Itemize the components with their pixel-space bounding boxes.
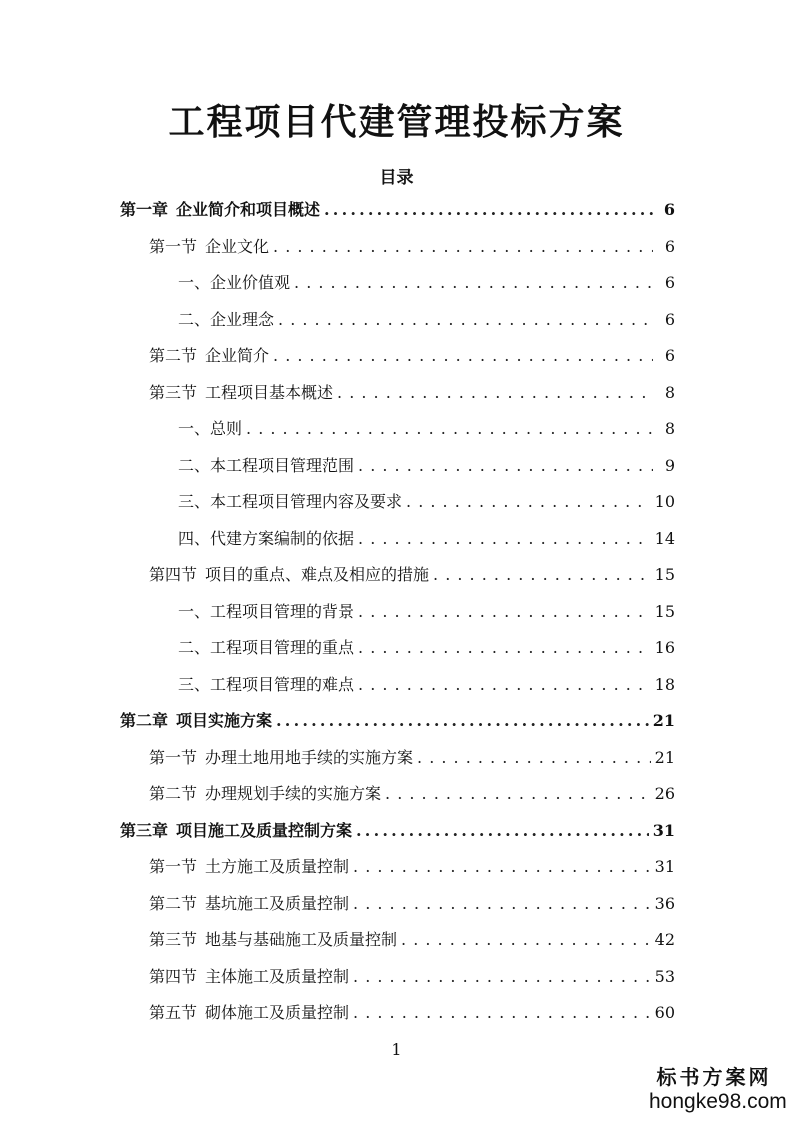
toc-entry-text: 砌体施工及质量控制 [205,1003,350,1022]
toc-entry-page-number: 31 [652,820,675,840]
toc-dot-leader [358,525,651,553]
toc-entry-page-number: 42 [654,930,675,949]
toc-entry-text: 办理规划手续的实施方案 [205,784,382,803]
toc-entry-number: 第二节 [149,346,198,365]
toc-entry-text: 企业文化 [205,236,270,256]
toc-entry-text: 四、代建方案编制的依据 [178,528,355,548]
toc-entry-number: 第一节 [149,747,198,767]
toc-entry-page-number: 36 [654,893,675,913]
toc-entry-page-number: 21 [652,711,675,730]
toc-entry-page-number: 6 [664,236,675,256]
toc-entry-page-number: 53 [654,966,675,986]
page-number: 1 [391,1040,402,1059]
toc-dot-leader [358,452,653,480]
toc-entry-text: 一、企业价值观 [178,273,291,292]
toc-dot-leader [294,269,653,297]
toc-dot-leader [417,744,651,772]
toc-entry-label [149,233,269,261]
toc-entry-text: 土方施工及质量控制 [205,857,350,876]
toc-entry-text: 一、总则 [178,419,243,438]
toc-dot-leader [353,963,651,991]
toc-entry-text: 三、工程项目管理的难点 [178,674,355,694]
toc-entry-text: 项目的重点、难点及相应的措施 [205,565,430,584]
toc-entry-label [149,379,333,407]
watermark-site-url: hongke98.com [649,1090,787,1113]
toc-entry[interactable] [0,890,793,918]
toc-entry-number: 第三章 [120,820,169,840]
toc-entry-page-number: 21 [654,747,675,767]
toc-entry-label [120,817,352,845]
toc-dot-leader [337,379,653,407]
toc-entry-page-number: 6 [663,200,675,219]
toc-entry-label [178,598,354,626]
toc-entry-label [120,196,320,224]
toc-entry[interactable] [0,379,793,407]
toc-entry-text: 一、工程项目管理的背景 [178,601,355,621]
toc-entry-number: 第五节 [149,1003,198,1022]
toc-entry-text: 地基与基础施工及质量控制 [205,930,398,949]
toc-entry-text: 二、企业理念 [178,309,275,329]
toc-entry-text: 项目实施方案 [176,711,273,730]
toc-dot-leader [356,817,649,845]
toc-entry[interactable] [0,196,793,224]
toc-entry[interactable] [0,707,793,735]
toc-entry-number: 第二节 [149,784,198,803]
toc-entry-label [149,342,269,370]
toc-dot-leader [278,306,653,334]
toc-entry-label [149,744,413,772]
toc-entry[interactable] [0,561,793,589]
toc-entry-text: 项目施工及质量控制方案 [176,820,353,840]
toc-entry-number: 第三节 [149,930,198,949]
toc-entry-text: 基坑施工及质量控制 [205,893,350,913]
toc-entry[interactable] [0,963,793,991]
toc-entry[interactable] [0,488,793,516]
toc-entry[interactable] [0,634,793,662]
toc-entry-page-number: 8 [664,382,675,402]
toc-entry-text: 二、本工程项目管理范围 [178,455,355,475]
toc-entry[interactable] [0,926,793,954]
toc-dot-leader [358,598,651,626]
toc-dot-leader [358,671,651,699]
toc-entry-label [120,707,272,735]
toc-entry[interactable] [0,853,793,881]
toc-entry-label [149,963,349,991]
toc-entry-label [149,926,397,954]
toc-entry-text: 三、本工程项目管理内容及要求 [178,492,403,511]
toc-entry-number: 第三节 [149,382,198,402]
toc-entry-label [178,306,274,334]
toc-dot-leader [353,853,651,881]
toc-entry-page-number: 60 [654,1003,675,1022]
toc-entry-page-number: 9 [664,455,675,475]
toc-entry-label [149,780,381,808]
toc-entry-number: 第一节 [149,857,198,876]
watermark-logo [649,1064,787,1114]
toc-entry-number: 第二章 [120,711,169,730]
toc-dot-leader [273,342,653,370]
toc-entry-label [178,671,354,699]
toc-entry-label [149,561,429,589]
toc-entry[interactable] [0,525,793,553]
toc-entry-label [178,634,354,662]
toc-dot-leader [246,415,653,443]
toc-entry-text: 办理土地用地手续的实施方案 [205,747,414,767]
toc-entry-text: 工程项目基本概述 [205,382,334,402]
toc-entry-page-number: 6 [664,309,675,329]
toc-entry-page-number: 26 [654,784,675,803]
toc-dot-leader [385,780,651,808]
toc-entry-page-number: 6 [664,346,675,365]
toc-entry-number: 第二节 [149,893,198,913]
toc-entry-page-number: 14 [654,528,675,548]
toc-dot-leader [358,634,651,662]
toc-entry-label [178,488,402,516]
toc-entry[interactable] [0,306,793,334]
toc-dot-leader [353,999,651,1027]
toc-entry[interactable] [0,415,793,443]
toc-entry[interactable] [0,744,793,772]
toc-entry-number: 第四节 [149,565,198,584]
toc-entry-page-number: 10 [654,492,675,511]
toc-dot-leader [273,233,653,261]
toc-entry-text: 企业简介 [205,346,270,365]
toc-entry[interactable] [0,598,793,626]
toc-entry-number: 第一节 [149,236,198,256]
toc-entry-page-number: 16 [654,638,675,657]
toc-entry-page-number: 8 [664,419,675,438]
toc-dot-leader [406,488,651,516]
toc-entry[interactable] [0,817,793,845]
toc-entry-page-number: 31 [654,857,675,876]
toc-entry-page-number: 15 [654,601,675,621]
toc-entry-label [178,269,290,297]
toc-entry-text: 主体施工及质量控制 [205,966,350,986]
toc-entry-number: 第四节 [149,966,198,986]
toc-entry-page-number: 6 [664,273,675,292]
toc-entry-number: 第一章 [120,200,169,219]
toc-entry-label [178,415,242,443]
toc-entry-page-number: 15 [654,565,675,584]
watermark-site-name: 标书方案网 [656,1065,772,1089]
toc-entry-label [149,890,349,918]
toc-entry-label [178,525,354,553]
toc-dot-leader [276,707,649,735]
toc-entry-page-number: 18 [654,674,675,694]
toc-dot-leader [353,890,651,918]
toc-heading: 目录 [379,168,414,188]
toc-entry-label [149,853,349,881]
toc-entry-label [178,452,354,480]
toc-entry[interactable] [0,999,793,1027]
toc-entry-label [149,999,349,1027]
toc-entry-text: 二、工程项目管理的重点 [178,638,355,657]
document-title: 工程项目代建管理投标方案 [168,101,625,143]
toc-entry[interactable] [0,269,793,297]
toc-dot-leader [324,196,653,224]
toc-entry[interactable] [0,671,793,699]
toc-entry[interactable] [0,452,793,480]
toc-dot-leader [401,926,651,954]
toc-dot-leader [433,561,651,589]
toc-entry[interactable] [0,233,793,261]
toc-entry-text: 企业简介和项目概述 [176,200,321,219]
toc-entry[interactable] [0,780,793,808]
toc-entry[interactable] [0,342,793,370]
